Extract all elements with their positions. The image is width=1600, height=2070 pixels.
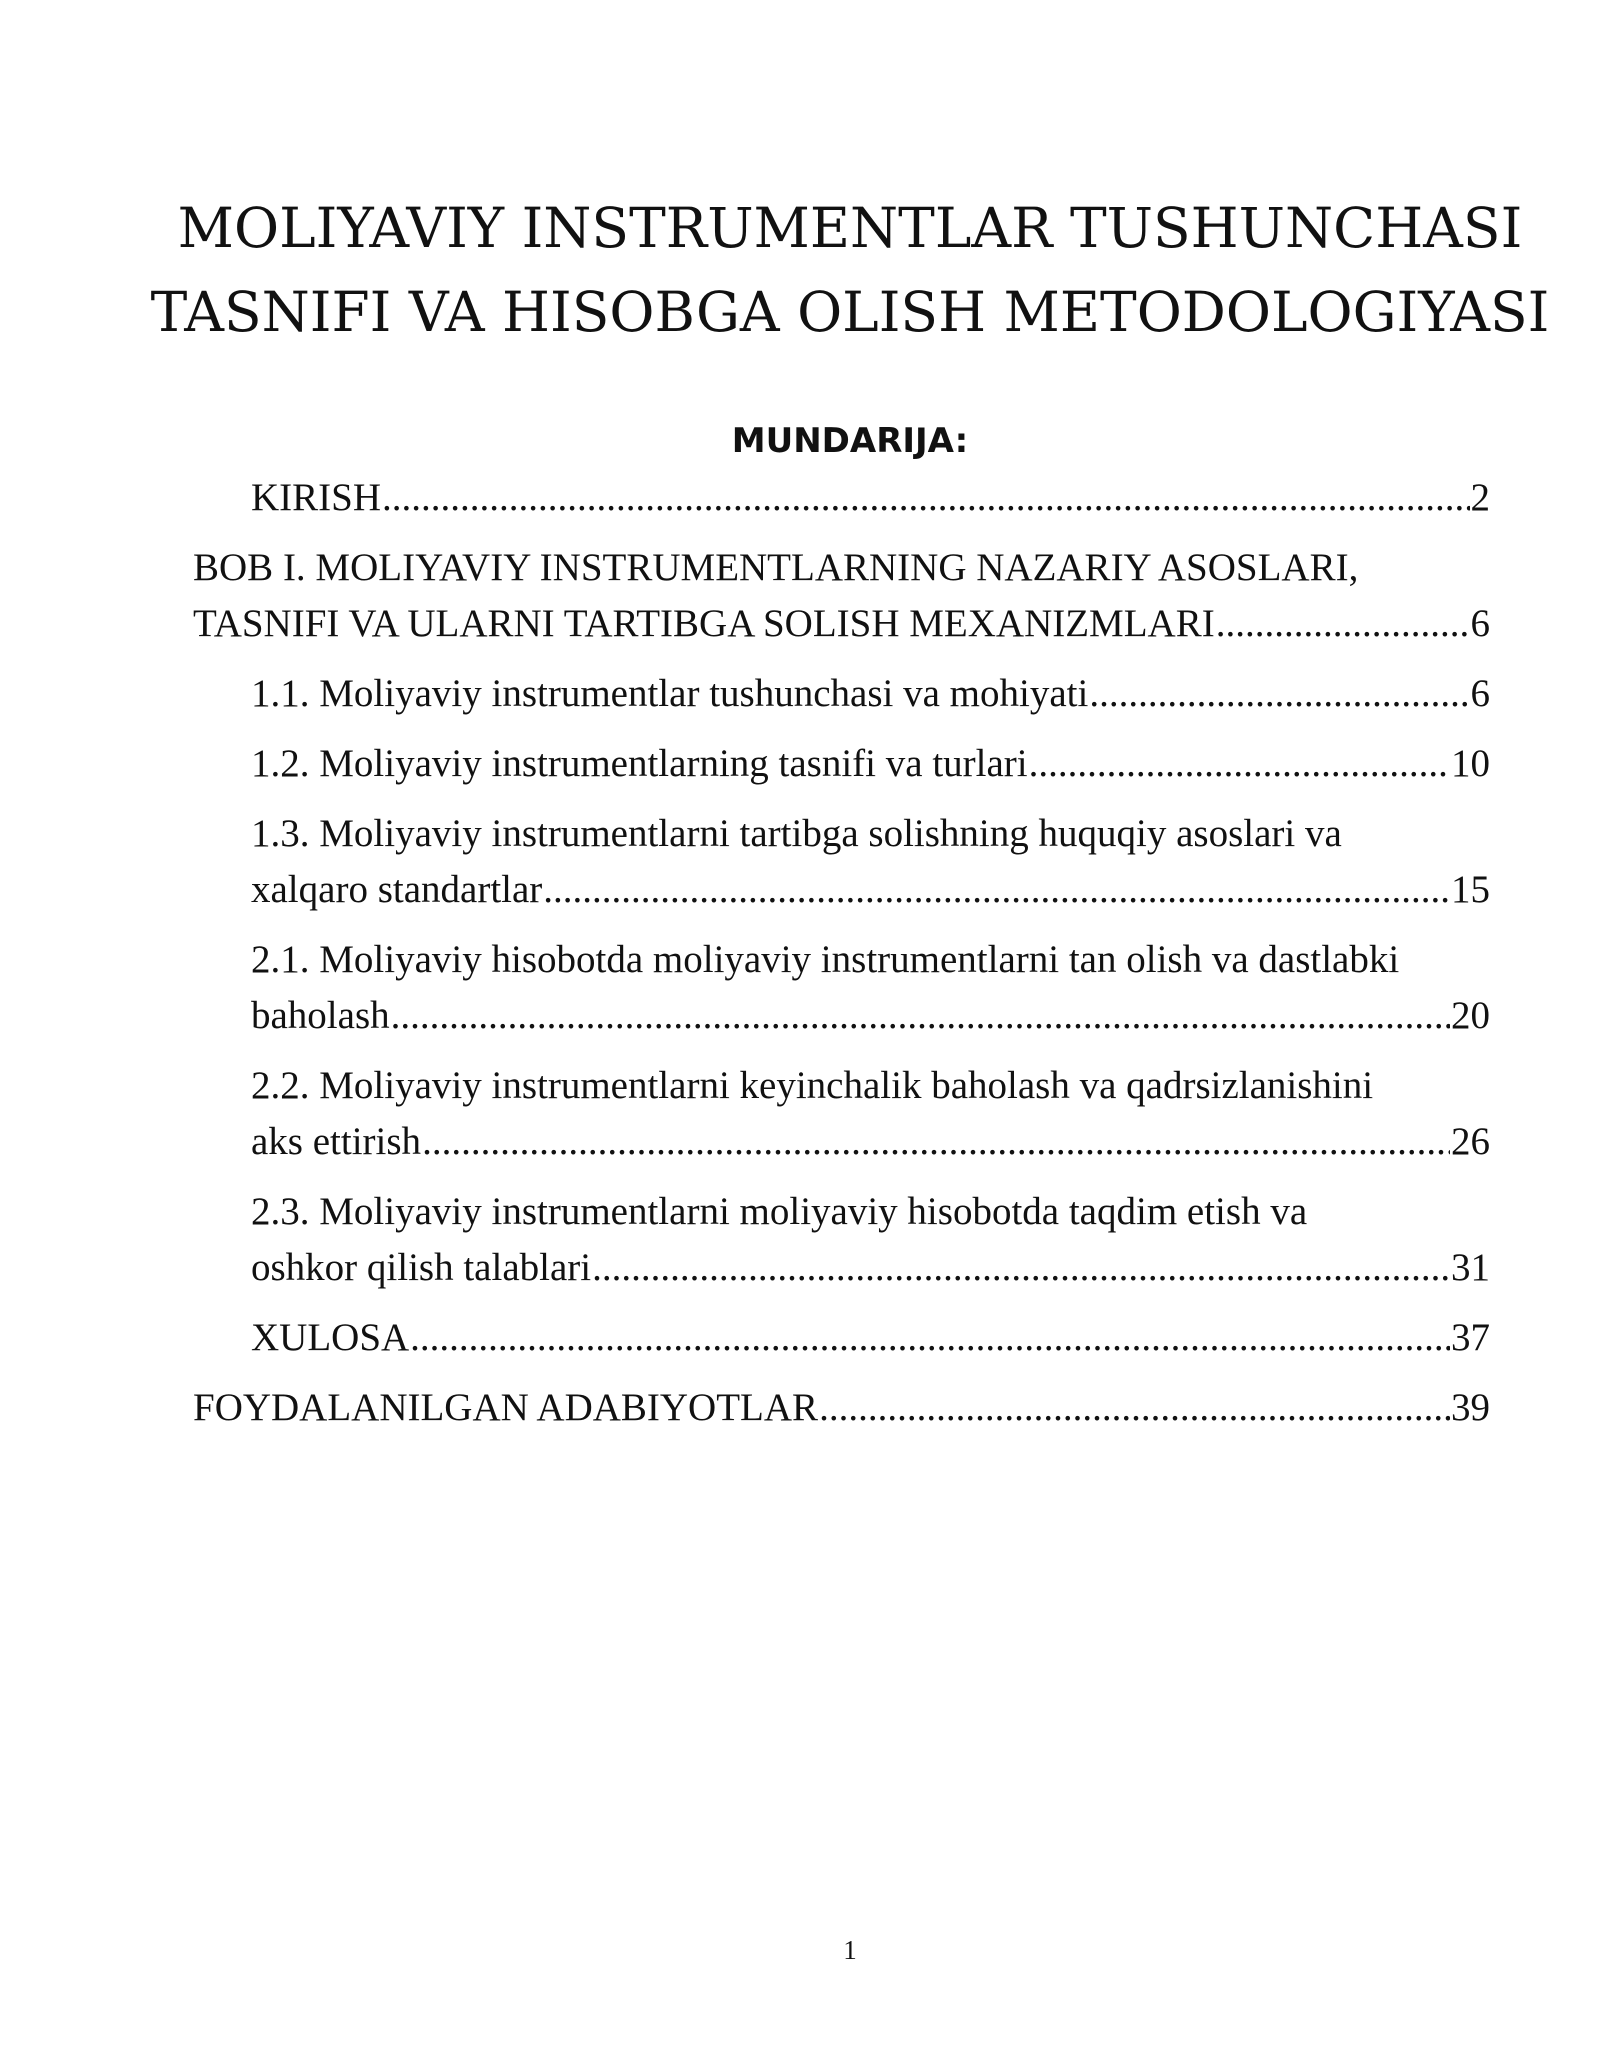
toc-entry-text-line1: BOB I. MOLIYAVIY INSTRUMENTLARNING NAZARIY ASOSLARI, [193, 546, 1359, 589]
toc-entry-text: KIRISH [251, 476, 382, 519]
title-line-1: MOLIYAVIY INSTRUMENTLAR TUSHUNCHASI [177, 196, 1523, 260]
title-line-2: TASNIFI VA HISOBGA OLISH METODOLOGIYASI [150, 280, 1550, 344]
toc-entry-page: 10 [1451, 742, 1490, 785]
toc-leader-dots [819, 1380, 1450, 1436]
toc-leader-dots [1089, 666, 1469, 722]
toc-entry-adabiyotlar[interactable] [193, 1380, 1490, 1436]
toc-entry-text-line2: TASNIFI VA ULARNI TARTIBGA SOLISH MEXANIZMLARI [193, 602, 1215, 645]
toc-entry-text: FOYDALANILGAN ADABIYOTLAR [193, 1386, 819, 1429]
toc-entry-text-line1: 2.3. Moliyaviy instrumentlarni moliyaviy hisobotda taqdim etish va [251, 1190, 1308, 1233]
toc-entry-page: 37 [1451, 1316, 1490, 1359]
toc-entry-1-3[interactable] [222, 806, 1490, 918]
page-number: 1 [843, 1935, 857, 1965]
toc-entry-text-line2: xalqaro standartlar [251, 868, 543, 911]
toc-leader-dots [410, 1310, 1450, 1366]
toc-leader-dots [592, 1240, 1450, 1296]
document-title [150, 186, 1550, 354]
toc-leader-dots [543, 862, 1450, 918]
toc-entry-text-line2: aks ettirish [251, 1120, 422, 1163]
toc-entry-2-3[interactable] [222, 1184, 1490, 1296]
toc-heading: MUNDARIJA: [731, 421, 969, 461]
toc-entry-text: 1.2. Moliyaviy instrumentlarning tasnifi va turlari [251, 742, 1028, 785]
toc-entry-2-2[interactable] [222, 1058, 1490, 1170]
toc-entry-bob-1[interactable] [193, 540, 1490, 652]
table-of-contents [193, 470, 1490, 1436]
toc-entry-2-1[interactable] [222, 932, 1490, 1044]
toc-entry-page: 2 [1470, 476, 1490, 519]
toc-entry-kirish[interactable] [222, 470, 1490, 526]
toc-leader-dots [1216, 596, 1470, 652]
toc-entry-text-line1: 2.2. Moliyaviy instrumentlarni keyinchalik baholash va qadrsizlanishini [251, 1064, 1374, 1107]
toc-entry-text-line1: 2.1. Moliyaviy hisobotda moliyaviy instrumentlarni tan olish va dastlabki [251, 938, 1400, 981]
toc-entry-page: 31 [1451, 1246, 1490, 1289]
toc-leader-dots [1029, 736, 1450, 792]
toc-entry-page: 39 [1451, 1386, 1490, 1429]
toc-entry-page: 20 [1451, 994, 1490, 1037]
toc-entry-1-2[interactable] [222, 736, 1490, 792]
toc-entry-page: 26 [1451, 1120, 1490, 1163]
toc-leader-dots [382, 470, 1469, 526]
toc-entry-page: 6 [1470, 602, 1490, 645]
toc-entry-text: 1.1. Moliyaviy instrumentlar tushunchasi va mohiyati [251, 672, 1089, 715]
toc-entry-text-line1: 1.3. Moliyaviy instrumentlarni tartibga solishning huquqiy asoslari va [251, 812, 1342, 855]
toc-entry-xulosa[interactable] [222, 1310, 1490, 1366]
toc-leader-dots [391, 988, 1450, 1044]
toc-entry-1-1[interactable] [222, 666, 1490, 722]
toc-leader-dots [422, 1114, 1450, 1170]
toc-entry-text: XULOSA [251, 1316, 410, 1359]
toc-entry-text-line2: oshkor qilish talablari [251, 1246, 592, 1289]
toc-entry-text-line2: baholash [251, 994, 390, 1037]
toc-entry-page: 6 [1470, 672, 1490, 715]
toc-entry-page: 15 [1451, 868, 1490, 911]
